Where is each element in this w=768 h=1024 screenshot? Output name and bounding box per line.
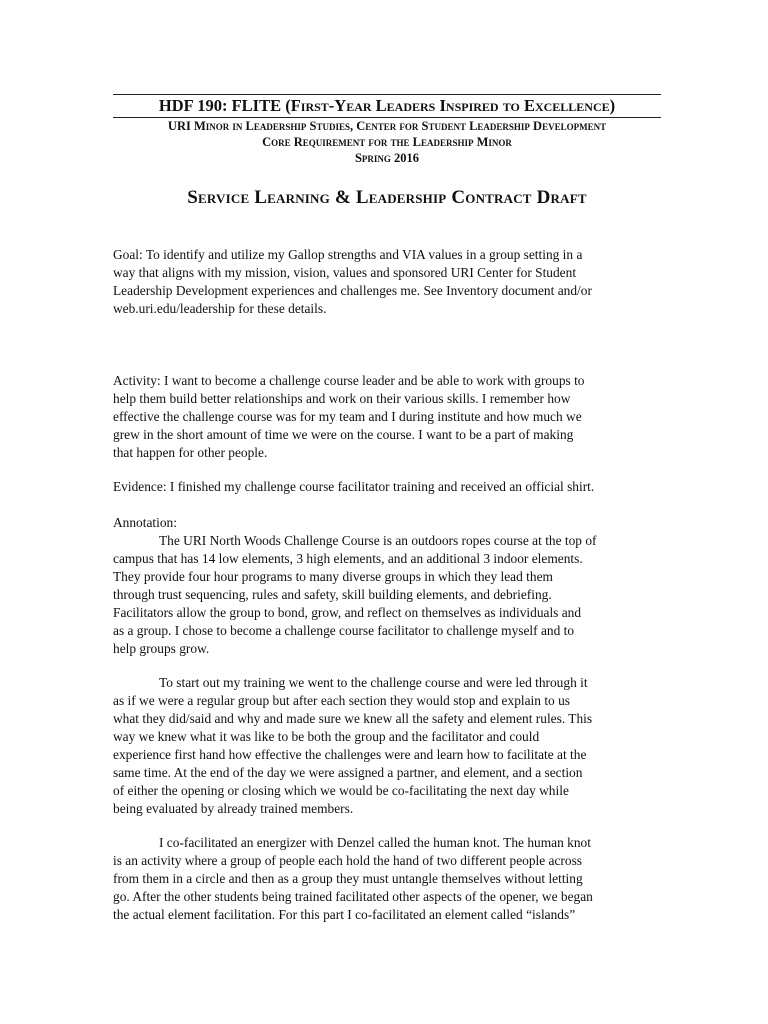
goal-line: way that aligns with my mission, vision, values and sponsored URI Center for Student <box>113 265 577 280</box>
annotation-line: help groups grow. <box>113 641 210 656</box>
annotation-line: I co-facilitated an energizer with Denzel called the human knot. The human knot <box>159 835 591 850</box>
header-top-rule <box>113 94 661 95</box>
goal-paragraph <box>113 246 661 318</box>
annotation-line: go. After the other students being trained facilitated other aspects of the opener, we began <box>113 889 593 904</box>
annotation-line: as a group. I chose to become a challenge course facilitator to challenge myself and to <box>113 623 575 638</box>
term-subtitle: Spring 2016 <box>354 151 420 165</box>
annotation-label <box>113 514 661 532</box>
annotation-line: They provide four hour programs to many diverse groups in which they lead them <box>113 569 553 584</box>
annotation-line: same time. At the end of the day we were assigned a partner, and element, and a section <box>113 765 583 780</box>
annotation-paragraph-2 <box>113 674 661 818</box>
annotation-heading: Annotation: <box>113 515 177 530</box>
activity-line: effective the challenge course was for my team and I during institute and how much we <box>113 409 582 424</box>
activity-line: grew in the short amount of time we were on the course. I want to be a part of making <box>113 427 574 442</box>
goal-line: Goal: To identify and utilize my Gallop strengths and VIA values in a group setting in a <box>113 247 583 262</box>
activity-paragraph <box>113 372 661 462</box>
goal-line: Leadership Development experiences and challenges me. See Inventory document and/or <box>113 283 592 298</box>
annotation-line: being evaluated by already trained members. <box>113 801 354 816</box>
annotation-line: as if we were a regular group but after each section they would stop and explain to us <box>113 693 570 708</box>
annotation-line: experience first hand how effective the challenges were and learn how to facilitate at the <box>113 747 587 762</box>
document-title: Service Learning & Leadership Contract Draft <box>187 187 587 208</box>
requirement-subtitle: Core Requirement for the Leadership Minor <box>262 135 512 149</box>
annotation-paragraph-3 <box>113 834 661 924</box>
activity-line: help them build better relationships and work on their various skills. I remember how <box>113 391 571 406</box>
annotation-line: way we knew what it was like to be both the group and the facilitator and could <box>113 729 540 744</box>
goal-line: web.uri.edu/leadership for these details. <box>113 301 327 316</box>
annotation-line: what they did/said and why and made sure we knew all the safety and element rules. This <box>113 711 593 726</box>
course-title: HDF 190: FLITE (First-Year Leaders Inspired to Excellence) <box>158 96 616 115</box>
annotation-line: is an activity where a group of people each hold the hand of two different people across <box>113 853 583 868</box>
activity-line: that happen for other people. <box>113 445 268 460</box>
annotation-line: from them in a circle and then as a group they must untangle themselves without letting <box>113 871 583 886</box>
annotation-line: The URI North Woods Challenge Course is an outdoors ropes course at the top of <box>159 533 597 548</box>
annotation-line: Facilitators allow the group to bond, grow, and reflect on themselves as individuals and <box>113 605 582 620</box>
annotation-line: campus that has 14 low elements, 3 high elements, and an additional 3 indoor elements. <box>113 551 583 566</box>
evidence-paragraph <box>113 478 661 496</box>
annotation-line: of either the opening or closing which we would be co-facilitating the next day while <box>113 783 569 798</box>
annotation-paragraph-1 <box>113 532 661 658</box>
activity-line: Activity: I want to become a challenge course leader and be able to work with groups to <box>113 373 585 388</box>
annotation-line: the actual element facilitation. For this part I co-facilitated an element called “islands” <box>113 907 576 922</box>
evidence-line: Evidence: I finished my challenge course facilitator training and received an official shirt. <box>113 479 595 494</box>
program-subtitle: URI Minor in Leadership Studies, Center for Student Leadership Development <box>167 119 607 133</box>
annotation-line: through trust sequencing, rules and safety, skill building elements, and debriefing. <box>113 587 552 602</box>
annotation-line: To start out my training we went to the challenge course and were led through it <box>159 675 588 690</box>
